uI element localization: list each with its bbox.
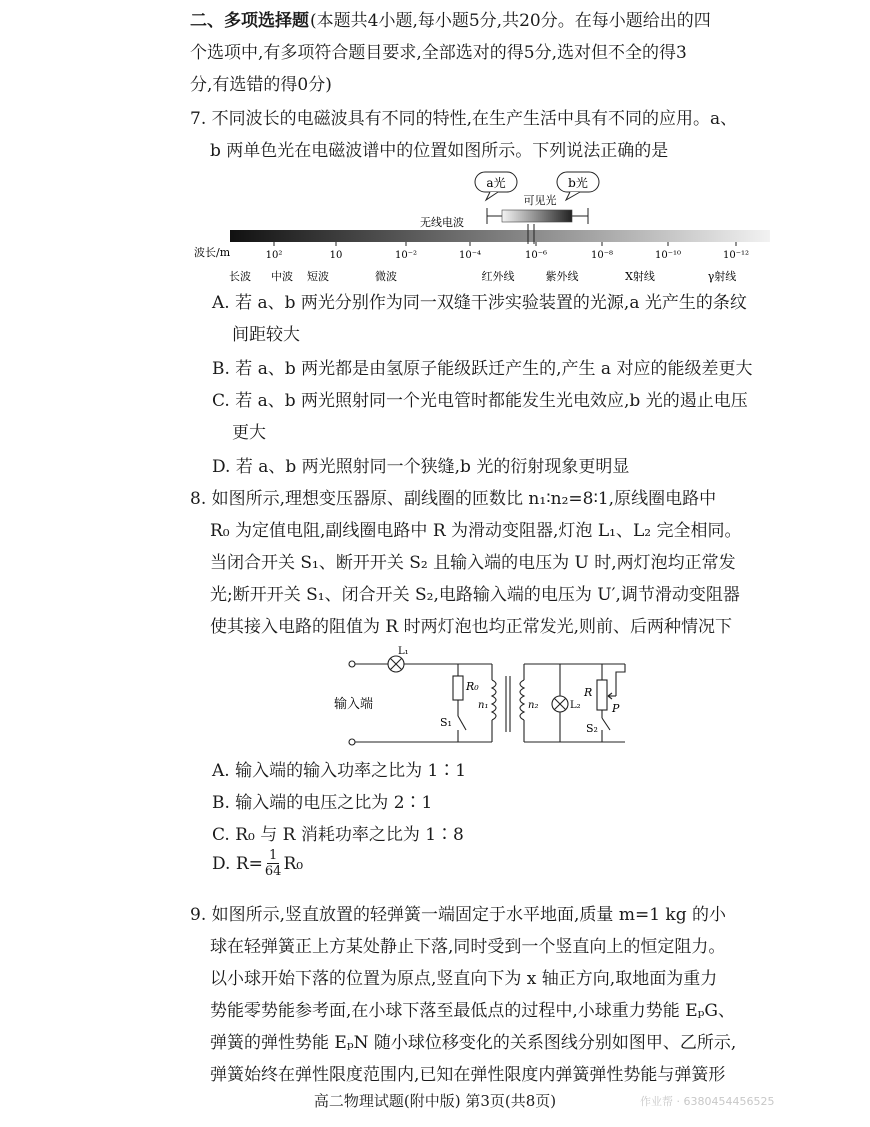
band-label: 中波	[271, 270, 293, 283]
fraction: $\frac{1}{64}$	[264, 848, 282, 879]
q8-stem-2: R₀ 为定值电阻,副线圈电路中 R 为滑动变阻器,灯泡 L₁、L₂ 完全相同。	[210, 521, 742, 541]
q7-option-c-2: 更大	[232, 423, 266, 443]
tick-label: 10⁻¹⁰	[654, 250, 682, 261]
band-label: γ射线	[707, 270, 737, 283]
q8-stem-4: 光;断开开关 S₁、闭合开关 S₂,电路输入端的电压为 U′,调节滑动变阻器	[210, 585, 740, 605]
tick-label: 10	[329, 250, 343, 261]
q9-stem-2: 球在轻弹簧正上方某处静止下落,同时受到一个竖直向上的恒定阻力。	[210, 937, 726, 957]
band-label: X射线	[625, 270, 655, 283]
q8-option-b: B. 输入端的电压之比为 2∶1	[212, 793, 433, 813]
q7-stem-2: b 两单色光在电磁波谱中的位置如图所示。下列说法正确的是	[210, 141, 669, 161]
svg-text:n₂: n₂	[528, 700, 539, 711]
q7-option-a-1: A. 若 a、b 两光分别作为同一双缝干涉实验装置的光源,a 光产生的条纹	[212, 293, 747, 313]
tick-label: 10⁻⁴	[458, 250, 482, 261]
svg-text:S₁: S₁	[440, 716, 452, 729]
circuit-diagram	[320, 646, 640, 756]
tick-label: 10⁻²	[394, 250, 418, 261]
q8-option-c: C. R₀ 与 R 消耗功率之比为 1∶8	[212, 825, 464, 845]
b-light-label: b光	[568, 176, 588, 190]
tick-label: 10⁻⁸	[590, 250, 614, 261]
band-label: 长波	[229, 270, 251, 283]
spectrum-bands	[229, 269, 736, 283]
spectrum-ticks	[266, 242, 749, 261]
svg-text:n₁: n₁	[478, 700, 489, 711]
section-heading: 二、多项选择题	[190, 11, 309, 31]
q7-option-c-1: C. 若 a、b 两光照射同一个光电管时都能发生光电效应,b 光的遏止电压	[212, 391, 748, 411]
svg-text:P: P	[612, 702, 620, 715]
a-light-label: a光	[486, 176, 506, 190]
visible-label: 可见光	[523, 194, 557, 207]
q9-stem-4: 势能零势能参考面,在小球下落至最低点的过程中,小球重力势能 EₚG、	[210, 1001, 735, 1021]
tick-label: 10²	[265, 250, 283, 261]
svg-text:L₂: L₂	[570, 700, 581, 711]
band-label: 红外线	[481, 270, 515, 283]
spectrum-figure	[190, 168, 770, 288]
svg-text:L₁: L₁	[398, 646, 409, 657]
q7-option-b: B. 若 a、b 两光都是由氢原子能级跃迁产生的,产生 a 对应的能级差更大	[212, 359, 753, 379]
rheostat-r	[597, 680, 607, 710]
band-label: 紫外线	[545, 270, 579, 283]
q8-stem-3: 当闭合开关 S₁、断开开关 S₂ 且输入端的电压为 U 时,两灯泡均正常发	[210, 553, 736, 573]
q9-stem-5: 弹簧的弹性势能 EₚN 随小球位移变化的关系图线分别如图甲、乙所示,	[210, 1033, 737, 1053]
svg-text:S₂: S₂	[586, 722, 598, 735]
page-footer: 高二物理试题(附中版) 第3页(共8页)	[313, 1092, 557, 1110]
q8-option-a: A. 输入端的输入功率之比为 1∶1	[212, 761, 467, 781]
axis-label: 波长/m	[194, 246, 231, 259]
svg-text:R: R	[584, 686, 593, 699]
svg-text:输入端: 输入端	[334, 697, 374, 712]
q9-stem-6: 弹簧始终在弹性限度范围内,已知在弹性限度内弹簧弹性势能与弹簧形	[210, 1065, 726, 1085]
watermark: 作业帮 · 6380454456525	[640, 1095, 775, 1108]
visible-band	[502, 210, 572, 222]
q7-option-d: D. 若 a、b 两光照射同一个狭缝,b 光的衍射现象更明显	[212, 457, 630, 477]
band-label: 短波	[307, 270, 329, 283]
q8-option-d: D. R= $\frac{1}{64}$ R₀	[212, 848, 304, 879]
svg-text:R₀: R₀	[466, 680, 479, 693]
q7-stem-1: 7. 不同波长的电磁波具有不同的特性,在生产生活中具有不同的应用。a、	[190, 109, 738, 129]
section-instructions-3: 分,有选错的得0分)	[190, 75, 332, 95]
tick-label: 10⁻⁶	[524, 250, 548, 261]
q7-option-a-2: 间距较大	[232, 325, 300, 345]
q8-stem-1: 8. 如图所示,理想变压器原、副线圈的匝数比 n₁∶n₂=8∶1,原线圈电路中	[190, 489, 717, 509]
spectrum-bar	[230, 230, 770, 242]
resistor-r0	[453, 676, 463, 700]
band-label: 微波	[375, 270, 397, 283]
q9-stem-3: 以小球开始下落的位置为原点,竖直向下为 x 轴正方向,取地面为重力	[210, 969, 718, 989]
section-instructions-2: 个选项中,有多项符合题目要求,全部选对的得5分,选对但不全的得3	[190, 43, 687, 63]
tick-label: 10⁻¹²	[722, 250, 750, 261]
secondary-coil	[520, 680, 524, 720]
q9-stem-1: 9. 如图所示,竖直放置的轻弹簧一端固定于水平地面,质量 m=1 kg 的小	[190, 905, 727, 925]
section-instructions-1: (本题共4小题,每小题5分,共20分。在每小题给出的四	[310, 11, 711, 31]
primary-coil	[492, 680, 496, 720]
radio-label: 无线电波	[420, 216, 464, 229]
q8-stem-5: 使其接入电路的阻值为 R 时两灯泡也均正常发光,则前、后两种情况下	[210, 617, 733, 637]
